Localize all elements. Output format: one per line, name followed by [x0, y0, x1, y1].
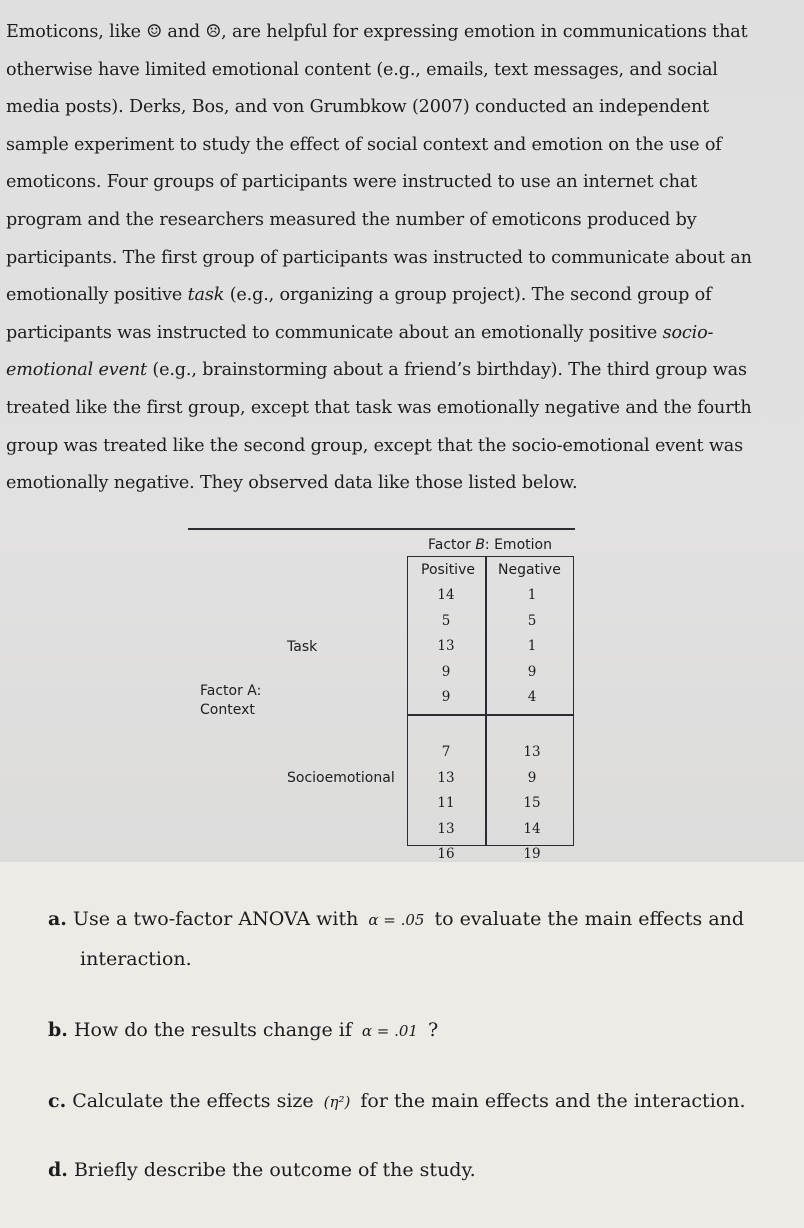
passage-line: group was treated like the second group, except that the socio-emotional event was	[6, 435, 743, 456]
table-cell: 1	[527, 638, 537, 654]
passage-line: Emoticons, like ☺ and ☹, are helpful for expressing emotion in communications that	[6, 22, 748, 42]
question-c: c. Calculate the effects size (η²) for the main effects and the interaction.	[48, 1090, 746, 1112]
question-a: a. Use a two-factor ANOVA with α = .05 to evaluate the main effects and	[48, 908, 745, 930]
table-cell: 13	[437, 769, 455, 786]
table-cell: 9	[527, 769, 537, 786]
table-cell: 16	[437, 846, 455, 862]
table-cell: 9	[441, 689, 451, 705]
passage-line: otherwise have limited emotional content (e.g., emails, text messages, and social	[6, 59, 718, 80]
passage-line: emoticons. Four groups of participants were instructed to use an internet chat	[6, 172, 698, 193]
table-cell: 14	[437, 587, 455, 603]
row-label-task: Task	[287, 639, 318, 655]
grid-divider-horizontal	[408, 714, 573, 716]
question-b: b. How do the results change if α = .01 ?	[48, 1019, 439, 1041]
passage-line: emotionally positive task (e.g., organizing a group project). The second group of	[6, 285, 712, 306]
table-cell: 7	[441, 744, 451, 760]
column-header-positive: Positive	[421, 562, 475, 578]
table-cell: 9	[527, 663, 537, 680]
factor-a-label: Factor A: Context	[200, 683, 262, 718]
table-cell: 13	[437, 638, 455, 654]
passage-line: emotional event (e.g., brainstorming about a friend’s birthday). The third group was	[6, 360, 747, 381]
table-cell: 4	[527, 689, 537, 705]
table-cell: 9	[441, 663, 451, 680]
table-cell: 19	[523, 846, 541, 862]
question-a-continued: interaction.	[80, 948, 192, 970]
table-cell: 14	[523, 820, 541, 837]
table-top-rule	[188, 528, 575, 530]
row-label-socioemotional: Socioemotional	[287, 770, 395, 786]
table-cell: 11	[437, 795, 455, 811]
passage-line: emotionally negative. They observed data like those listed below.	[6, 473, 578, 494]
factor-b-heading: Factor B: Emotion	[428, 537, 552, 553]
table-cell: 1	[527, 587, 537, 603]
grid-divider-vertical	[485, 557, 487, 845]
passage-line: participants was instructed to communicate about an emotionally positive socio-	[6, 322, 714, 343]
passage-line: media posts). Derks, Bos, and von Grumbkow (2007) conducted an independent	[6, 97, 710, 118]
table-cell: 15	[523, 795, 541, 811]
table-cell: 5	[441, 612, 451, 629]
passage-line: treated like the first group, except that task was emotionally negative and the fourth	[6, 397, 752, 418]
column-header-negative: Negative	[498, 562, 561, 578]
table-cell: 13	[523, 744, 541, 760]
passage-line: program and the researchers measured the number of emoticons produced by	[6, 209, 697, 230]
passage-line: participants. The first group of participants was instructed to communicate about an	[6, 247, 752, 268]
question-d: d. Briefly describe the outcome of the study.	[48, 1159, 476, 1181]
table-cell: 13	[437, 820, 455, 837]
passage-line: sample experiment to study the effect of social context and emotion on the use of	[6, 134, 722, 155]
table-cell: 5	[527, 612, 537, 629]
